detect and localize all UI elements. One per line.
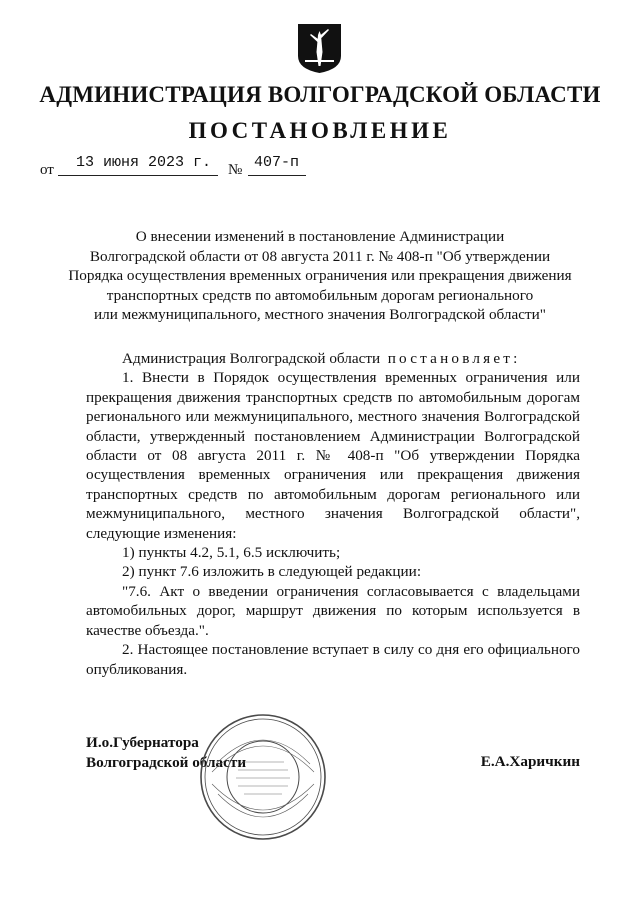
number-label: №: [228, 162, 243, 178]
quoted-amendment: "7.6. Акт о введении ограничения согласовывается с владельцами автомобильных дорог, маршрут движения по которым используется в качестве объезда.".: [86, 582, 580, 639]
title-line: Порядка осуществления временных ограничения или прекращения движения: [68, 267, 572, 285]
document-body: [86, 349, 580, 679]
title-line: О внесении изменений в постановление Администрации: [135, 228, 505, 245]
list-item: 1) пункты 4.2, 5.1, 6.5 исключить;: [122, 544, 341, 562]
document-date: 13 июня 2023 г.: [58, 154, 218, 176]
decree-word: постановляет:: [387, 350, 521, 367]
position-line: Волгоградской области: [86, 754, 247, 771]
title-line: или межмуниципального, местного значения Волгоградской области": [94, 306, 546, 324]
document-number: 407-п: [248, 154, 306, 176]
list-item: 2) пункт 7.6 изложить в следующей редакции:: [122, 563, 422, 581]
document-type: ПОСТАНОВЛЕНИЕ: [188, 118, 452, 143]
position-line: И.о.Губернатора: [86, 734, 199, 751]
document-title: [60, 227, 580, 325]
signatory-name: Е.А.Харичкин: [480, 753, 580, 770]
paragraph-2: 2. Настоящее постановление вступает в силу со дня его официального опубликования.: [86, 641, 580, 678]
from-label: от: [40, 162, 54, 178]
title-line: транспортных средств по автомобильным дорогам регионального: [106, 286, 534, 304]
date-number-line: [0, 154, 640, 178]
preamble: [86, 349, 580, 368]
volgograd-emblem-icon: [296, 22, 343, 74]
paragraph-1: 1. Внести в Порядок осуществления временных ограничения или прекращения движения транспортных средств по автомобильным дорогам регионального или межмуниципального, местного значения Волгоградской области, утвержденный постановлением Администрации Волгоградской области от 08 августа 2011 г. № 408-п "Об утверждении Порядка осуществления временных ограничения или прекращения движения транспортных средств по автомобильным дорогам регионального или межмуниципального, местного значения Волгоградской области", следующие изменения:: [86, 369, 580, 542]
official-seal-stamp: [198, 712, 328, 842]
title-line: Волгоградской области от 08 августа 2011 г. № 408-п "Об утверждении: [89, 247, 551, 265]
organization-name: АДМИНИСТРАЦИЯ ВОЛГОГРАДСКОЙ ОБЛАСТИ: [39, 82, 601, 107]
preamble-text: Администрация Волгоградской области: [122, 350, 381, 367]
